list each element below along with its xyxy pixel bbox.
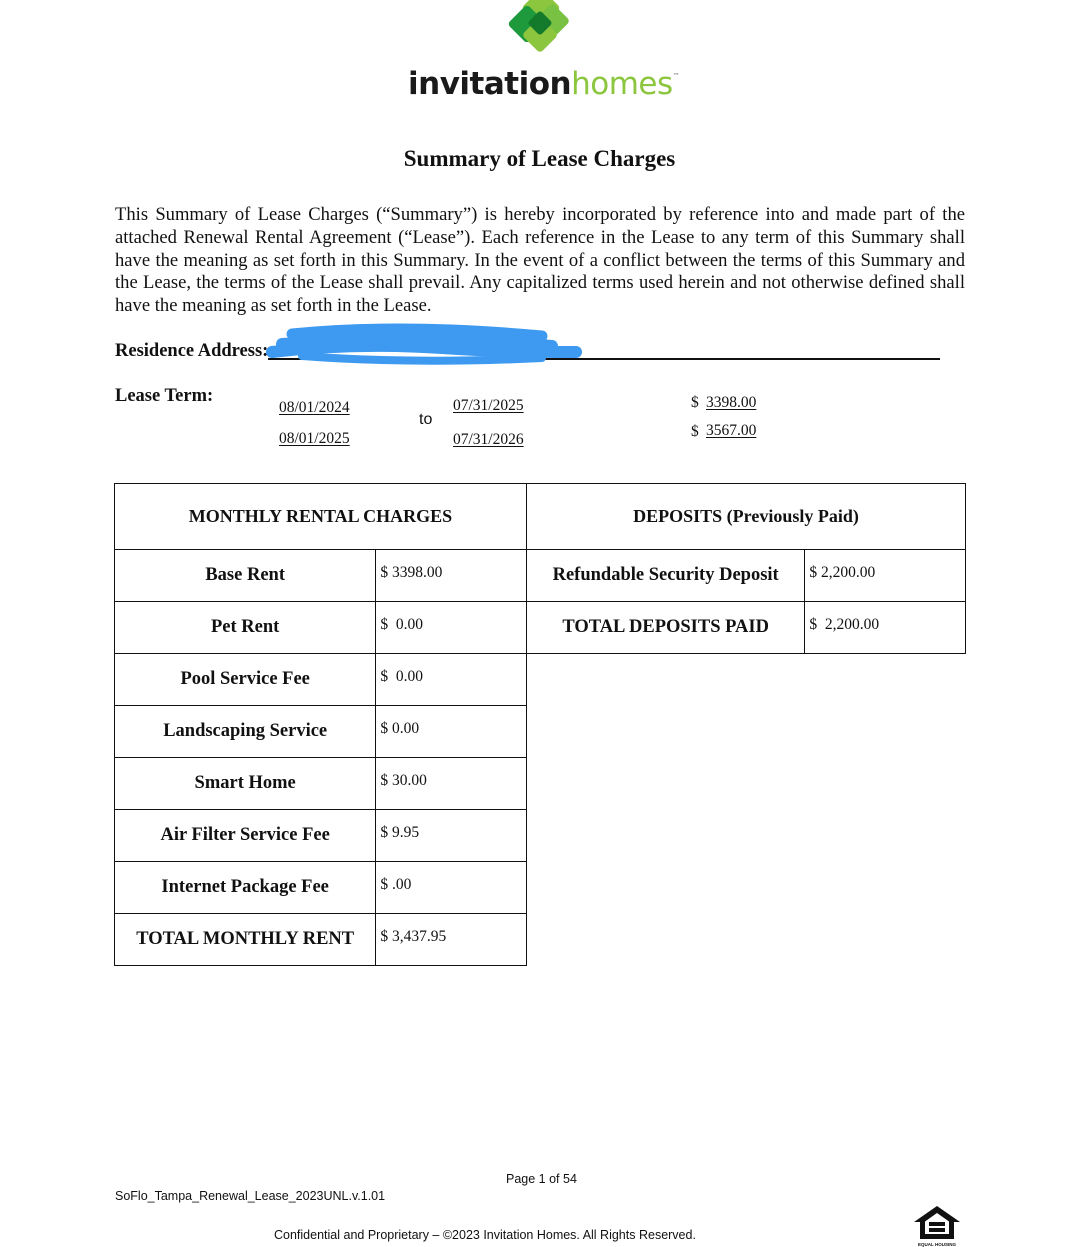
trademark-symbol: ™: [672, 72, 680, 80]
logo-word-invitation: invitation: [408, 66, 572, 102]
charge-value: $ 30.00: [376, 758, 527, 810]
lease-term-label: Lease Term:: [115, 386, 214, 406]
equal-housing-icon: [911, 1203, 963, 1247]
logo-wordmark: [408, 66, 678, 102]
lease-term-start-1: 08/01/2024: [279, 399, 350, 416]
lease-term-amount-2: 3567.00: [706, 422, 757, 439]
redaction-scribble: [262, 322, 582, 366]
charge-label: Landscaping Service: [115, 706, 376, 758]
lease-term-currency-2: $: [691, 423, 699, 440]
charge-value: $ 0.00: [376, 602, 527, 654]
table-row: [527, 550, 966, 602]
svg-text:EQUAL HOUSING: EQUAL HOUSING: [918, 1242, 956, 1247]
monthly-charges-header-row: [115, 484, 527, 550]
charge-label: Pet Rent: [115, 602, 376, 654]
confidential-notice: Confidential and Proprietary – ©2023 Invitation Homes. All Rights Reserved.: [274, 1228, 696, 1242]
page-title: Summary of Lease Charges: [403, 146, 676, 171]
table-row: [115, 550, 527, 602]
monthly-charges-table: [114, 483, 527, 966]
page-number: Page 1 of 54: [506, 1172, 577, 1186]
document-file-id: SoFlo_Tampa_Renewal_Lease_2023UNL.v.1.01: [115, 1189, 386, 1203]
total-row: [115, 914, 527, 966]
logo-word-homes: homes: [571, 66, 673, 102]
total-row: [527, 602, 966, 654]
table-row: [115, 862, 527, 914]
clover-logo-icon: [505, 0, 575, 54]
table-row: [115, 602, 527, 654]
deposit-label: Refundable Security Deposit: [527, 550, 805, 602]
table-row: [115, 654, 527, 706]
charge-value: $ 3398.00: [376, 550, 527, 602]
charge-label: Air Filter Service Fee: [115, 810, 376, 862]
deposit-value: $ 2,200.00: [805, 550, 966, 602]
total-deposits-value: $ 2,200.00: [805, 602, 966, 654]
deposits-table: [526, 483, 966, 654]
charge-label: Internet Package Fee: [115, 862, 376, 914]
table-row: [115, 758, 527, 810]
table-row: [115, 706, 527, 758]
total-monthly-rent-label: TOTAL MONTHLY RENT: [115, 914, 376, 966]
charge-label: Base Rent: [115, 550, 376, 602]
total-monthly-rent-value: $ 3,437.95: [376, 914, 527, 966]
charge-label: Smart Home: [115, 758, 376, 810]
deposits-header-row: [527, 484, 966, 550]
charge-value: $ 9.95: [376, 810, 527, 862]
total-deposits-label: TOTAL DEPOSITS PAID: [527, 602, 805, 654]
lease-term-currency-1: $: [691, 394, 699, 411]
lease-term-to: to: [419, 411, 433, 428]
residence-address-label: Residence Address:: [115, 341, 269, 361]
charge-label: Pool Service Fee: [115, 654, 376, 706]
intro-paragraph: This Summary of Lease Charges (“Summary”) is hereby incorporated by reference into and made part of the attached Renewal Rental Agreement (“Lease”). Each reference in the Lease to any term of this Summary shall have the meaning as set forth in this Summary. In the event of a conflict between the terms of this Summary and the Lease, the terms of the Lease shall prevail. Any capitalized terms used herein and not otherwise defined shall have the meaning as set forth in the Lease.: [115, 204, 965, 317]
monthly-charges-header: MONTHLY RENTAL CHARGES: [115, 484, 527, 550]
invitation-homes-logo: [405, 0, 680, 105]
charge-value: $ .00: [376, 862, 527, 914]
deposits-header: DEPOSITS (Previously Paid): [527, 484, 966, 550]
charge-value: $ 0.00: [376, 654, 527, 706]
lease-term-amount-1: 3398.00: [706, 394, 757, 411]
table-row: [115, 810, 527, 862]
lease-term-end-1: 07/31/2025: [453, 397, 524, 414]
charge-value: $ 0.00: [376, 706, 527, 758]
lease-term-start-2: 08/01/2025: [279, 430, 350, 447]
lease-term-end-2: 07/31/2026: [453, 431, 524, 448]
